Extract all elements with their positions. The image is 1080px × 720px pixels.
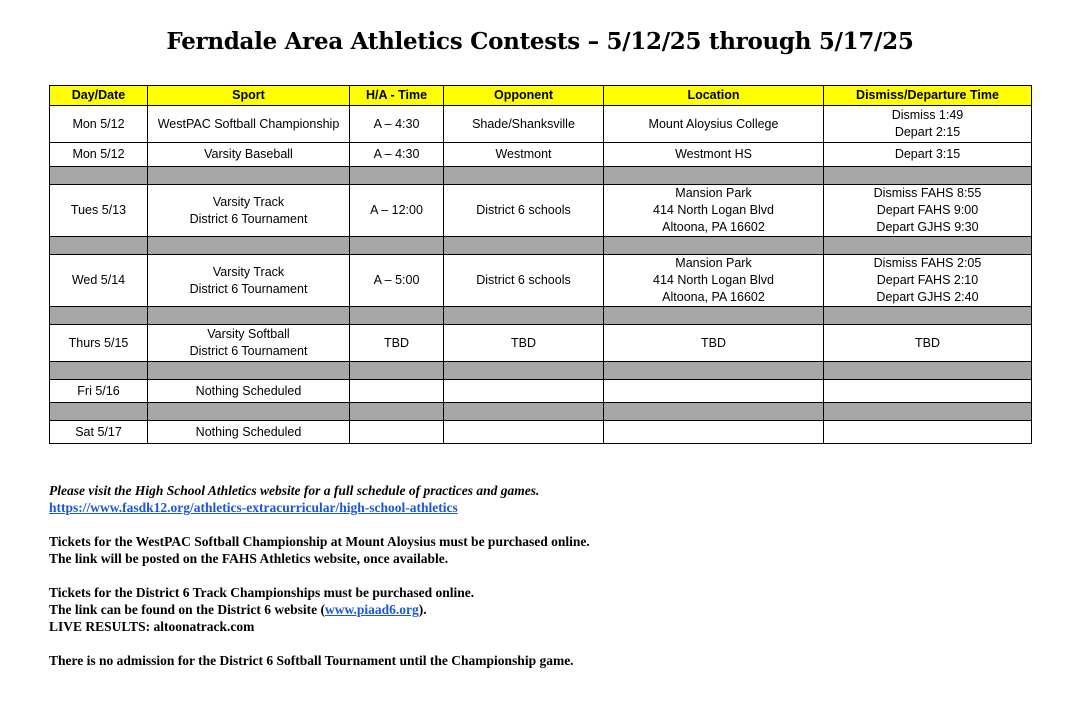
westpac-ticket-note: Tickets for the WestPAC Softball Championship at Mount Aloysius must be purchased online. bbox=[49, 534, 590, 549]
location-line: TBD bbox=[701, 335, 726, 350]
col-header-location: Location bbox=[604, 86, 824, 106]
sport-line: District 6 Tournament bbox=[189, 281, 308, 296]
sport-line: Varsity Track bbox=[212, 194, 285, 209]
cell-date: Mon 5/12 bbox=[50, 106, 148, 143]
dismiss-line: Dismiss FAHS 2:05 bbox=[873, 256, 982, 270]
location-line: Mansion Park bbox=[675, 186, 752, 200]
cell-opponent: District 6 schools bbox=[444, 185, 604, 237]
col-header-dismiss: Dismiss/Departure Time bbox=[824, 86, 1032, 106]
dismiss-line: Depart GJHS 2:40 bbox=[876, 290, 979, 304]
cell-date: Wed 5/14 bbox=[50, 255, 148, 307]
cell-time: A – 4:30 bbox=[350, 106, 444, 143]
col-header-sport: Sport bbox=[148, 86, 350, 106]
visit-website-note: Please visit the High School Athletics website for a full schedule of practices and games. bbox=[49, 483, 540, 498]
track-ticket-note: Tickets for the District 6 Track Championships must be purchased online. bbox=[49, 585, 475, 600]
sport-line: WestPAC Softball Championship bbox=[157, 116, 340, 131]
table-row bbox=[50, 106, 1032, 143]
col-header-time: H/A - Time bbox=[350, 86, 444, 106]
cell-sport bbox=[148, 421, 350, 444]
cell-dismiss bbox=[824, 255, 1032, 307]
cell-date: Mon 5/12 bbox=[50, 143, 148, 167]
cell-location bbox=[604, 325, 824, 362]
dismiss-line: Depart FAHS 9:00 bbox=[876, 203, 979, 217]
sport-line: District 6 Tournament bbox=[189, 211, 308, 226]
cell-dismiss bbox=[824, 325, 1032, 362]
westpac-link-note: The link will be posted on the FAHS Athletics website, once available. bbox=[49, 551, 449, 566]
cell-time: A – 4:30 bbox=[350, 143, 444, 167]
dismiss-line: Dismiss FAHS 8:55 bbox=[873, 186, 982, 200]
cell-location bbox=[604, 255, 824, 307]
separator-row bbox=[50, 362, 1032, 380]
dismiss-line: Depart GJHS 9:30 bbox=[876, 220, 979, 234]
sport-line: Nothing Scheduled bbox=[195, 424, 302, 439]
live-results-note: LIVE RESULTS: altoonatrack.com bbox=[49, 619, 255, 634]
cell-opponent: Westmont bbox=[444, 143, 604, 167]
location-line: 414 North Logan Blvd bbox=[653, 203, 774, 217]
cell-sport bbox=[148, 106, 350, 143]
cell-sport bbox=[148, 255, 350, 307]
cell-time: TBD bbox=[350, 325, 444, 362]
cell-sport bbox=[148, 143, 350, 167]
cell-opponent: District 6 schools bbox=[444, 255, 604, 307]
notes-section bbox=[49, 482, 1049, 669]
dismiss-line: Depart FAHS 2:10 bbox=[876, 273, 979, 287]
table-row bbox=[50, 255, 1032, 307]
header-row bbox=[50, 86, 1032, 106]
cell-date: Tues 5/13 bbox=[50, 185, 148, 237]
sport-line: Varsity Softball bbox=[207, 327, 290, 341]
dismiss-line: Depart 2:15 bbox=[894, 125, 961, 139]
sport-line: District 6 Tournament bbox=[189, 344, 308, 358]
cell-dismiss bbox=[824, 143, 1032, 167]
sport-line: Varsity Track bbox=[212, 264, 285, 279]
cell-opponent: TBD bbox=[444, 325, 604, 362]
track-link-note: The link can be found on the District 6 website (www.piaad6.org). bbox=[49, 602, 427, 617]
cell-location bbox=[604, 143, 824, 167]
cell-time: A – 5:00 bbox=[350, 255, 444, 307]
col-header-opponent: Opponent bbox=[444, 86, 604, 106]
cell-time: A – 12:00 bbox=[350, 185, 444, 237]
table-row bbox=[50, 185, 1032, 237]
dismiss-line: Dismiss 1:49 bbox=[891, 108, 964, 122]
table-row bbox=[50, 143, 1032, 167]
sport-line: Varsity Baseball bbox=[204, 147, 293, 161]
cell-location bbox=[604, 106, 824, 143]
location-line: 414 North Logan Blvd bbox=[653, 273, 774, 287]
dismiss-line: Depart 3:15 bbox=[894, 147, 961, 161]
cell-location bbox=[604, 185, 824, 237]
cell-sport bbox=[148, 325, 350, 362]
sport-line: Nothing Scheduled bbox=[195, 383, 302, 398]
location-line: Altoona, PA 16602 bbox=[662, 220, 765, 234]
page-title: Ferndale Area Athletics Contests – 5/12/25 through 5/17/25 bbox=[166, 28, 914, 55]
separator-row bbox=[50, 237, 1032, 255]
table-row bbox=[50, 380, 1032, 403]
location-line: Westmont HS bbox=[675, 147, 752, 161]
cell-date: Thurs 5/15 bbox=[50, 325, 148, 362]
cell-opponent: Shade/Shanksville bbox=[444, 106, 604, 143]
cell-dismiss bbox=[824, 106, 1032, 143]
athletics-website-link[interactable]: https://www.fasdk12.org/athletics-extracurricular/high-school-athletics bbox=[49, 500, 458, 515]
location-line: Mount Aloysius College bbox=[648, 116, 779, 131]
table-row bbox=[50, 325, 1032, 362]
col-header-day-date: Day/Date bbox=[50, 86, 148, 106]
piaad6-link[interactable]: www.piaad6.org bbox=[325, 602, 419, 617]
cell-date: Sat 5/17 bbox=[50, 421, 148, 444]
dismiss-line: TBD bbox=[915, 335, 940, 350]
cell-sport bbox=[148, 185, 350, 237]
separator-row bbox=[50, 403, 1032, 421]
cell-sport bbox=[148, 380, 350, 403]
softball-admission-note: There is no admission for the District 6 Softball Tournament until the Championship game. bbox=[49, 653, 574, 668]
location-line: Altoona, PA 16602 bbox=[662, 290, 765, 304]
table-row bbox=[50, 421, 1032, 444]
schedule-table bbox=[49, 85, 1032, 444]
cell-date: Fri 5/16 bbox=[50, 380, 148, 403]
cell-dismiss bbox=[824, 185, 1032, 237]
separator-row bbox=[50, 167, 1032, 185]
location-line: Mansion Park bbox=[675, 256, 752, 270]
separator-row bbox=[50, 307, 1032, 325]
